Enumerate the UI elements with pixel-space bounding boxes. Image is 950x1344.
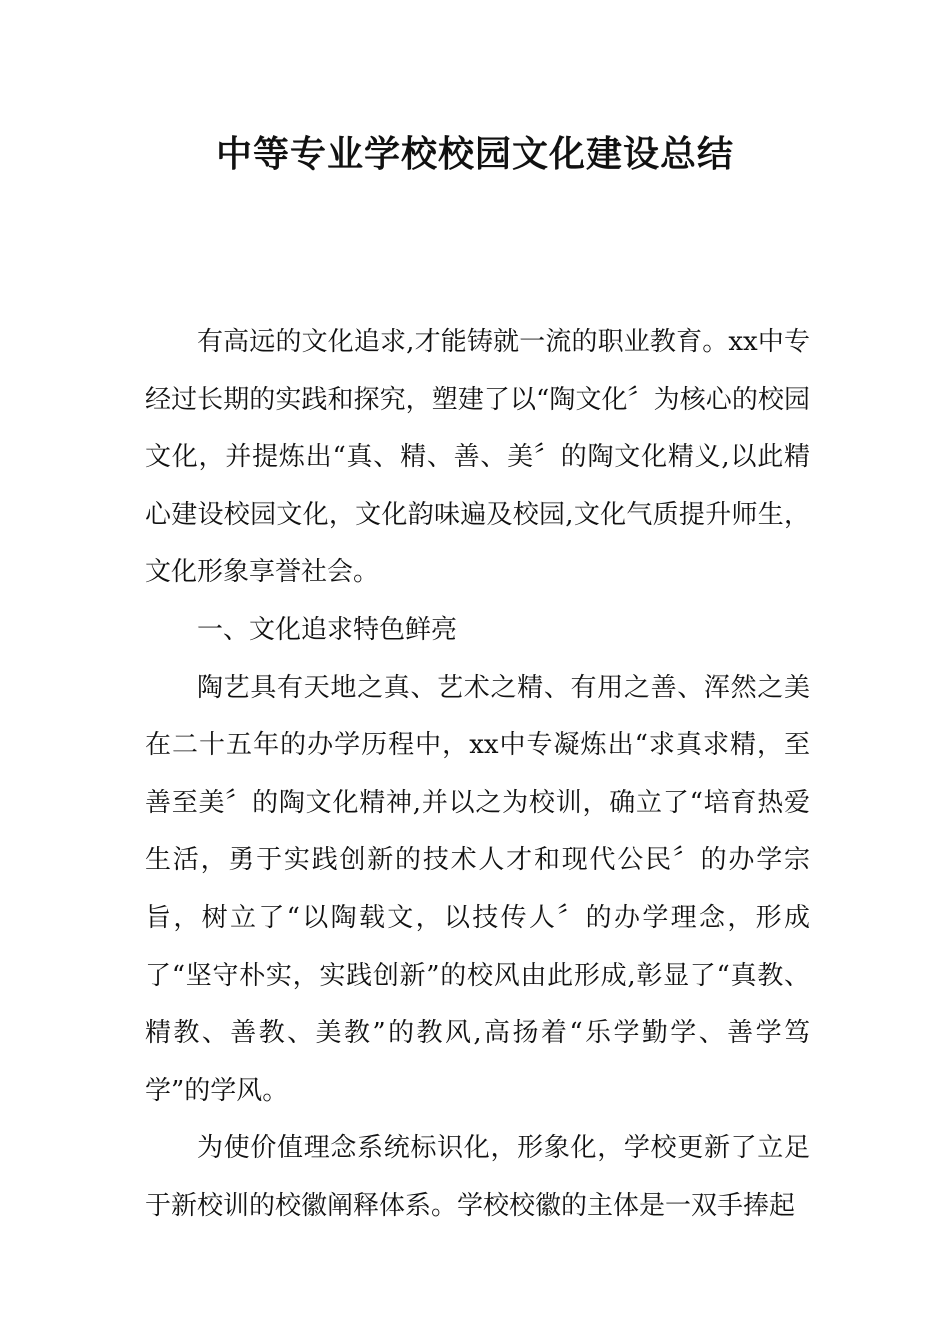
section-1-paragraph: 陶艺具有天地之真、艺术之精、有用之善、浑然之美在二十五年的办学历程中，xx中专凝炼出“求真求精，至善至美〞的陶文化精神,并以之为校训，确立了“培育热爱生活，勇于实践创新的技术人才和现代公民〞的办学宗旨，树立了“以陶载文，以技传人〞的办学理念，形成了“坚守朴实，实践创新”的校风由此形成,彰显了“真教、精教、善教、美教”的教风,高扬着“乐学勤学、善学笃学”的学风。 (145, 672, 810, 1106)
document-title: 中等专业学校校园文化建设总结 (215, 133, 734, 175)
emblem-paragraph: 为使价值理念系统标识化，形象化，学校更新了立足于新校训的校徽阐释体系。学校校徽的主体是一双手捧起 (145, 1133, 810, 1221)
intro-paragraph: 有高远的文化追求,才能铸就一流的职业教育。xx中专经过长期的实践和探究，塑建了以“陶文化〞为核心的校园文化，并提炼出“真、精、善、美〞的陶文化精义,以此精心建设校园文化，文化韵味遍及校园,文化气质提升师生，文化形象享誉社会。 (145, 327, 810, 588)
document-body (145, 314, 810, 1236)
section-heading-1: 一、文化追求特色鲜亮 (197, 614, 458, 645)
